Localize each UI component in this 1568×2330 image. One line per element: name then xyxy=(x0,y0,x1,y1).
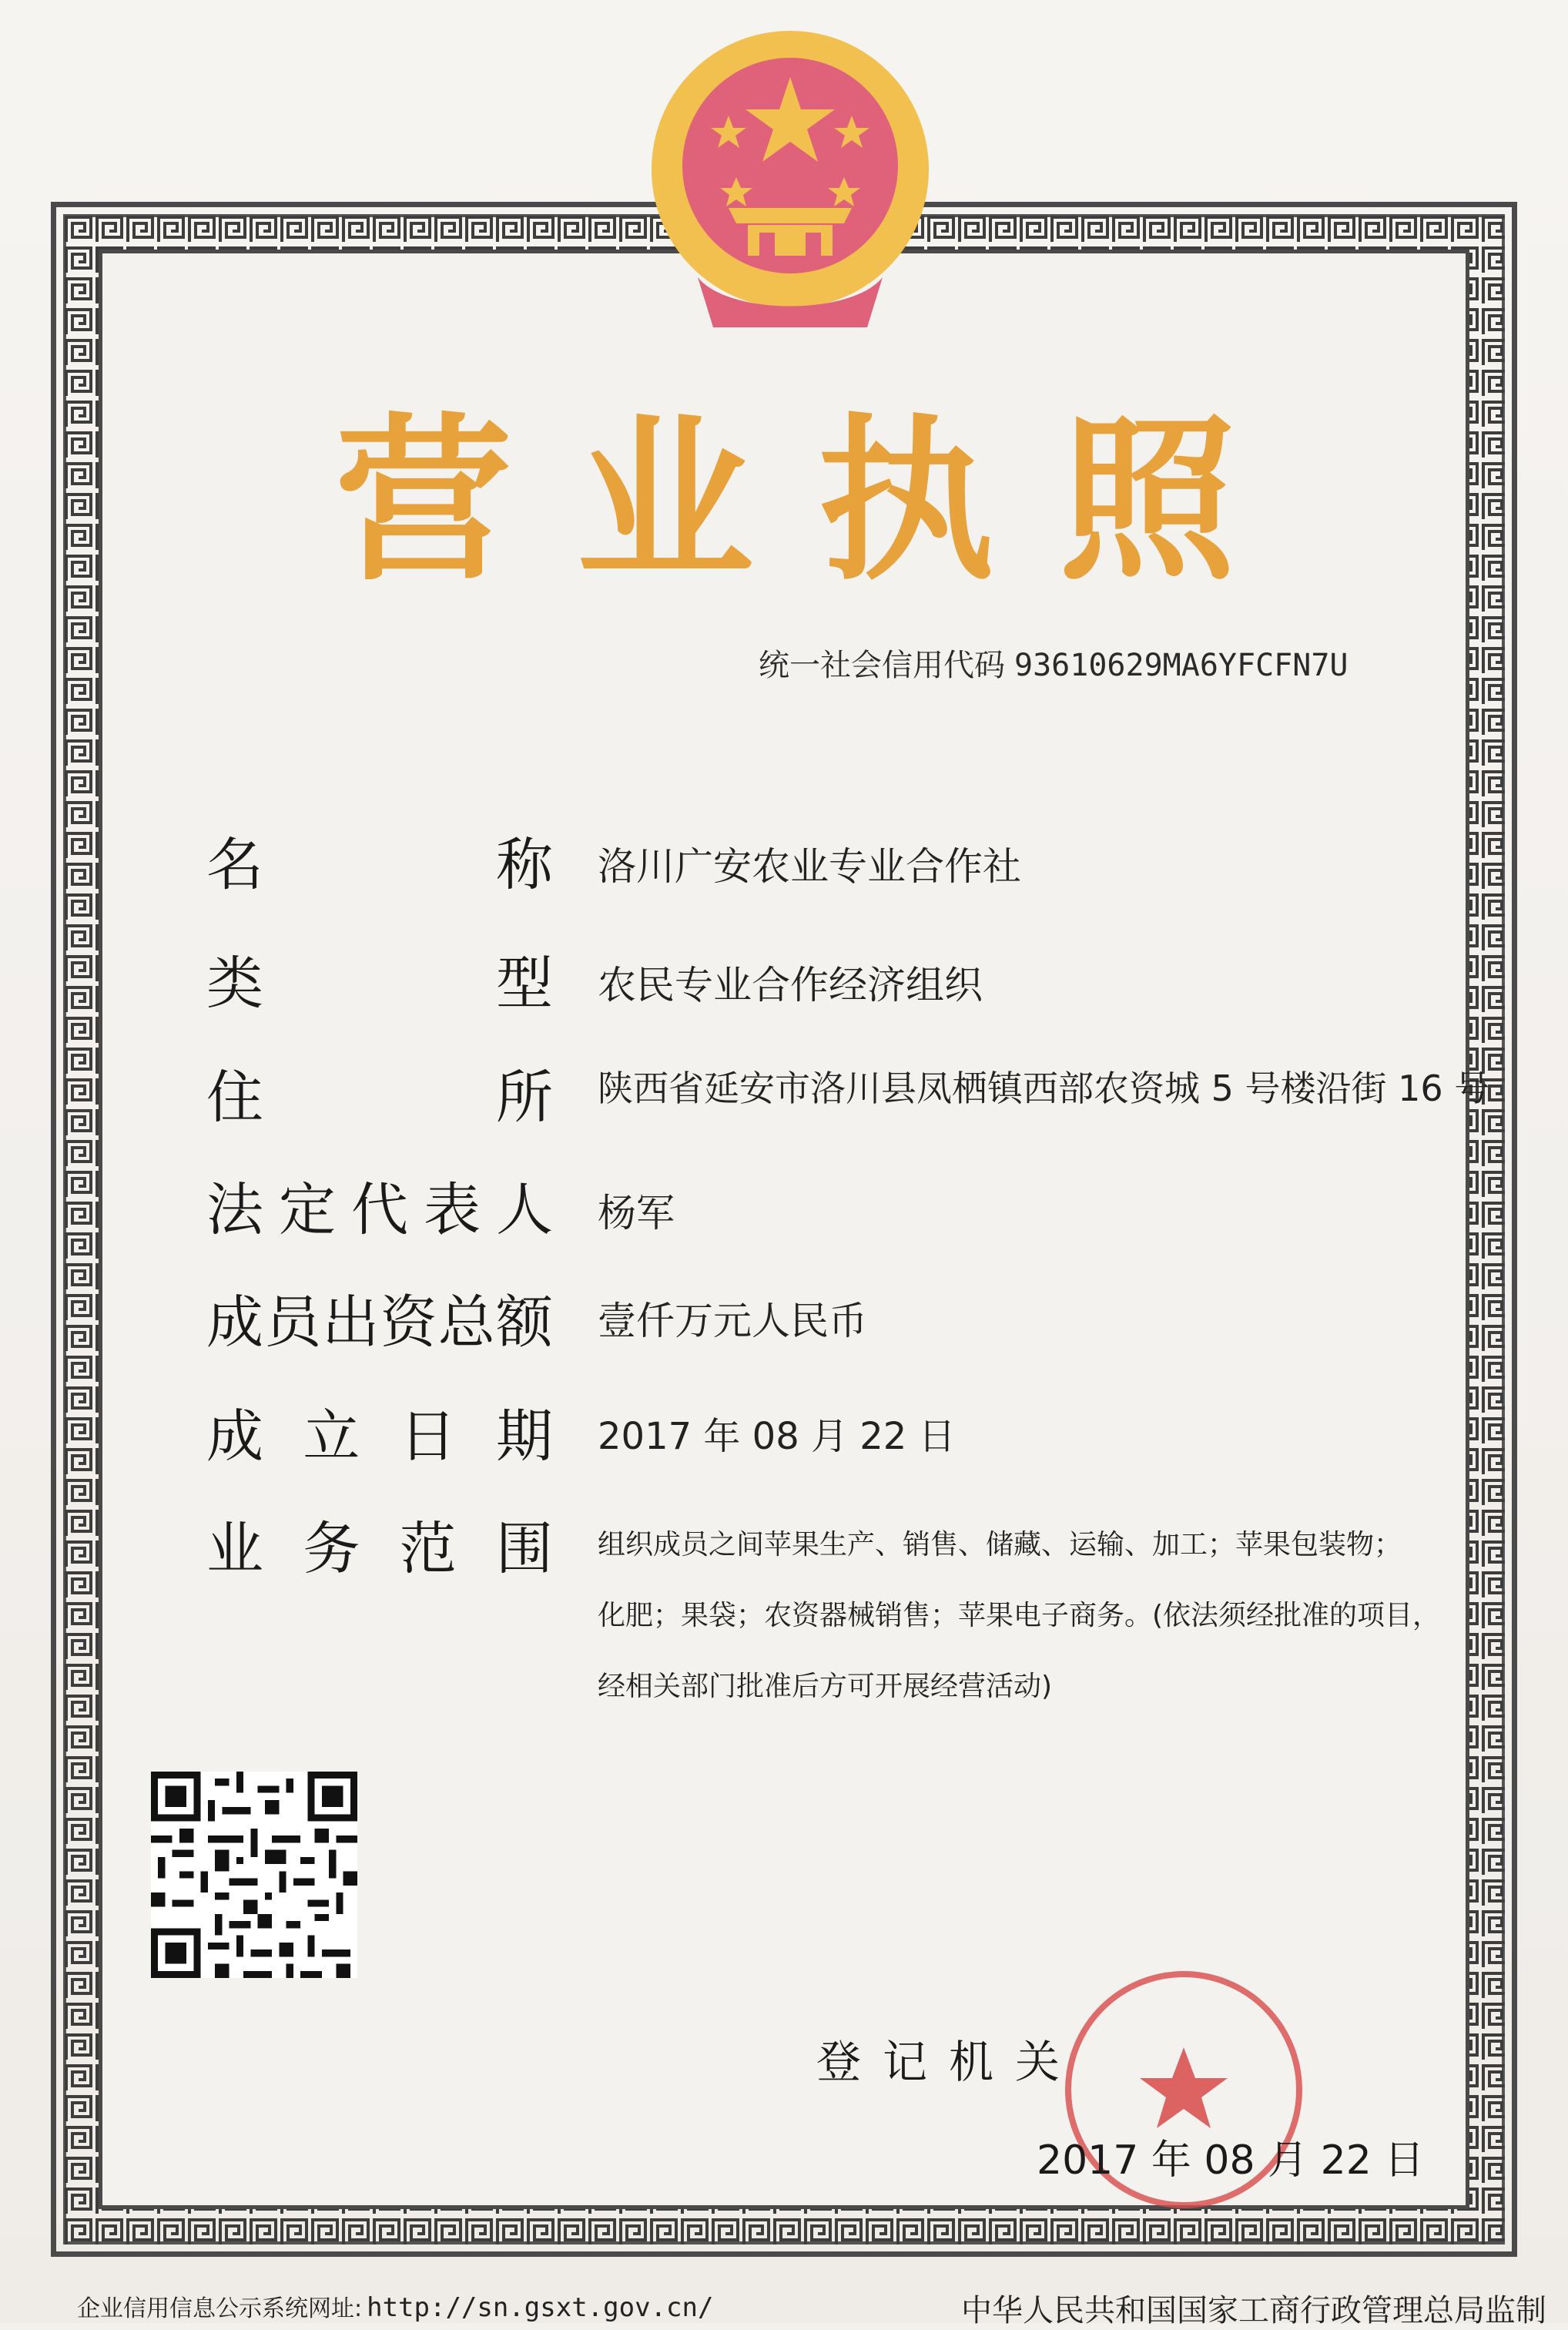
label-char: 期 xyxy=(495,1403,553,1470)
label-char: 类 xyxy=(206,950,263,1017)
field-label-type xyxy=(206,949,553,1018)
label-char: 人 xyxy=(496,1177,553,1243)
label-char: 成 xyxy=(206,1289,263,1356)
label-char: 围 xyxy=(495,1516,553,1582)
label-char: 代 xyxy=(351,1177,408,1243)
field-label-established xyxy=(206,1402,553,1471)
scope-line: 化肥；果袋；农资器械销售；苹果电子商务。(依法须经批准的项目， xyxy=(598,1600,1441,1631)
field-value-type: 农民专业合作经济组织 xyxy=(598,963,983,1007)
credit-code-line xyxy=(759,641,1348,685)
field-label-name xyxy=(206,830,553,900)
label-char: 额 xyxy=(495,1289,553,1356)
field-value-legal-rep: 杨军 xyxy=(598,1191,675,1235)
footer-website xyxy=(77,2289,713,2323)
registration-date: 2017 年 08 月 22 日 xyxy=(1037,2137,1425,2184)
field-value-name: 洛川广安农业专业合作社 xyxy=(598,844,1021,889)
qr-code-icon xyxy=(151,1772,357,1978)
field-label-legal-rep xyxy=(206,1175,553,1245)
field-label-capital xyxy=(206,1288,553,1357)
scope-line: 经相关部门批准后方可开展经营活动) xyxy=(598,1671,1053,1702)
title-char: 营 xyxy=(334,397,512,605)
label-char: 称 xyxy=(496,832,553,898)
label-char: 员 xyxy=(264,1289,322,1356)
footer-website-url: http://sn.gsxt.gov.cn/ xyxy=(367,2292,714,2323)
label-char: 所 xyxy=(496,1064,553,1131)
label-char: 法 xyxy=(206,1177,263,1243)
label-char: 住 xyxy=(206,1064,263,1131)
footer-issuer: 中华人民共和国国家工商行政管理总局监制 xyxy=(961,2293,1546,2328)
label-char: 定 xyxy=(279,1177,336,1243)
registration-authority-label: 登记机关 xyxy=(816,2036,1082,2088)
field-value-established: 2017 年 08 月 22 日 xyxy=(598,1415,956,1458)
label-char: 业 xyxy=(206,1516,263,1582)
label-char: 日 xyxy=(399,1403,457,1470)
label-char: 成 xyxy=(206,1403,263,1470)
document-title xyxy=(323,397,1248,605)
label-char: 务 xyxy=(303,1516,360,1582)
field-value-capital: 壹仟万元人民币 xyxy=(598,1299,867,1343)
footer-website-label: 企业信用信息公示系统网址: xyxy=(77,2295,363,2322)
title-char: 执 xyxy=(817,397,995,605)
label-char: 资 xyxy=(380,1289,437,1356)
credit-code-value: 93610629MA6YFCFN7U xyxy=(1014,648,1349,683)
scope-line: 组织成员之间苹果生产、销售、储藏、运输、加工；苹果包装物； xyxy=(598,1529,1402,1561)
field-label-address xyxy=(206,1063,553,1132)
title-char: 业 xyxy=(576,397,754,605)
label-char: 立 xyxy=(303,1403,360,1470)
national-emblem-icon xyxy=(644,23,936,331)
label-char: 表 xyxy=(424,1177,481,1243)
label-char: 名 xyxy=(206,832,263,898)
label-char: 总 xyxy=(437,1289,495,1356)
credit-code-label: 统一社会信用代码 xyxy=(759,648,1005,683)
business-scope xyxy=(598,1510,1445,1722)
title-char: 照 xyxy=(1058,397,1236,605)
field-label-scope xyxy=(206,1514,553,1584)
label-char: 出 xyxy=(322,1289,380,1356)
label-char: 型 xyxy=(496,950,553,1017)
label-char: 范 xyxy=(399,1516,457,1582)
field-value-address: 陕西省延安市洛川县凤栖镇西部农资城 5 号楼沿街 16 号 xyxy=(598,1068,1490,1109)
